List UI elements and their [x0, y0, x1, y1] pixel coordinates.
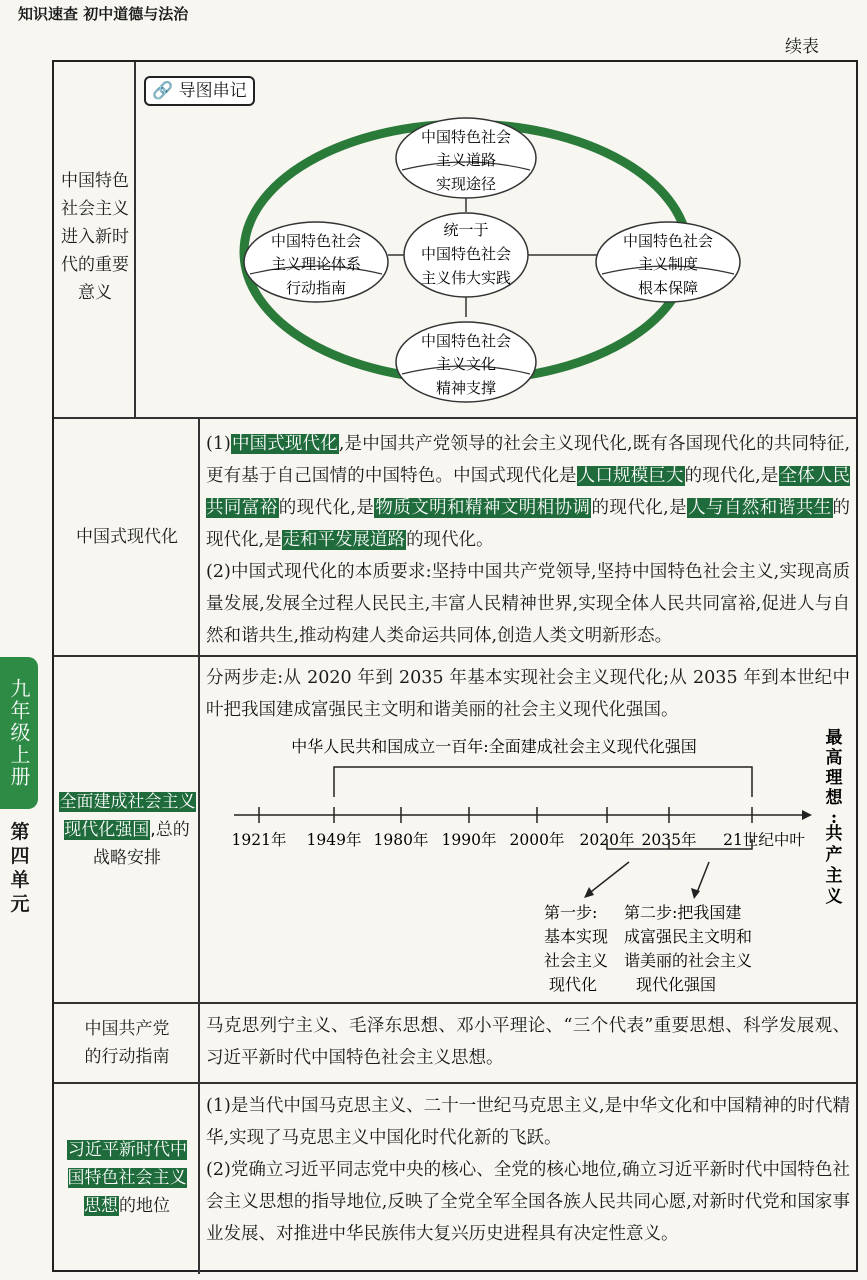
row4-content: 马克思列宁主义、毛泽东思想、邓小平理论、“三个代表”重要思想、科学发展观、习近平新时代中国特色社会主义思想。 — [206, 1016, 850, 1068]
step1-arrowhead — [584, 887, 594, 898]
book-title: 知识速查 初中道德与法治 — [18, 5, 189, 23]
top-title-1: 中国特色社会 — [420, 128, 512, 146]
svg-text:现代化: 现代化 — [549, 975, 598, 994]
ideal-char: 想 — [825, 788, 843, 808]
thought-para-1: (1)是当代中国马克思主义、二十一世纪马克思主义,是中华文化和中国精神的时代精华,实现了马克思主义中国化时代化新的飞跃。 — [206, 1096, 850, 1148]
right-role: 根本保障 — [637, 279, 699, 297]
centenary-bracket — [334, 767, 752, 797]
top-role: 实现途径 — [435, 175, 497, 193]
modernization-para-2: (2)中国式现代化的本质要求:坚持中国共产党领导,坚持中国特色社会主义,实现高质量发展,发展全过程人民民主,丰富人民精神世界,实现全体人民共同富裕,促进人与自然和谐共生,推动构建人类命运共同体,创造人类文明新形态。 — [206, 562, 850, 646]
unit-label: 第四单元 — [10, 821, 30, 915]
row5-content — [206, 1090, 850, 1250]
highlight-term: 全体人民共同富裕 — [206, 466, 851, 518]
svg-text:社会主义: 社会主义 — [544, 951, 609, 970]
center-line-2: 中国特色社会 — [420, 245, 512, 263]
center-line-1: 统一于 — [443, 221, 489, 239]
highlight-term: 全面建成社会主义现代化强国 — [59, 791, 196, 840]
row2-label-text: 中国式现代化 — [76, 527, 178, 547]
mindmap-badge-label: 导图串记 — [178, 81, 247, 101]
timeline-tick-label: 2035年 — [641, 831, 697, 849]
highlight-term: 人口规模巨大 — [577, 466, 684, 486]
ideal-char: 最 — [825, 728, 843, 748]
step2-text — [624, 903, 752, 994]
ideal-char: 高 — [825, 748, 843, 768]
svg-text:谐美丽的社会主义: 谐美丽的社会主义 — [624, 951, 753, 970]
row2-label — [58, 419, 196, 655]
row3-label-rest: ,总的战略安排 — [93, 819, 190, 868]
right-title-2: 主义制度 — [637, 255, 699, 273]
row4-label — [58, 1004, 196, 1082]
modernization-para-1: (1)中国式现代化,是中国共产党领导的社会主义现代化,既有各国现代化的共同特征,更有基于自己国情的中国特色。中国式现代化是人口规模巨大的现代化,是全体人民共同富裕的现代化,是物质文明和精神文明相协调的现代化,是人与自然和谐共生的现代化,是走和平发展道路的现代化。 — [206, 434, 851, 550]
row3-text: 分两步走:从 2020 年到 2035 年基本实现社会主义现代化;从 2035 年到本世纪中叶把我国建成富强民主文明和谐美丽的社会主义现代化强国。 — [206, 668, 850, 720]
left-title-2: 主义理论体系 — [270, 255, 362, 273]
timeline-arrow — [802, 810, 812, 820]
continued-label: 续表 — [785, 37, 819, 57]
highlight-term: 人与自然和谐共生 — [688, 498, 832, 518]
right-title-1: 中国特色社会 — [622, 232, 714, 250]
timeline-tick-label: 21世纪中叶 — [723, 831, 805, 849]
svg-text:成富强民主文明和: 成富强民主文明和 — [624, 927, 753, 946]
ideal-char: 义 — [825, 887, 843, 907]
mindmap-diagram — [136, 62, 856, 417]
row5-label-rest: 的地位 — [119, 1196, 170, 1216]
bottom-role: 精神支撑 — [435, 379, 497, 397]
timeline-tick-label: 1980年 — [373, 831, 429, 849]
svg-text:基本实现: 基本实现 — [544, 927, 609, 946]
timeline-tick-label: 1949年 — [306, 831, 362, 849]
highlight-term: 物质文明和精神文明相协调 — [375, 498, 591, 518]
step2-arrow — [696, 862, 709, 895]
ideal-char: 产 — [825, 845, 843, 865]
bracket-label: 中华人民共和国成立一百年:全面建成社会主义现代化强国 — [291, 737, 697, 756]
row1-label-text: 中国特色社会主义进入新时代的重要意义 — [61, 171, 129, 303]
right-node — [596, 222, 740, 302]
timeline-tick-label: 2000年 — [509, 831, 565, 849]
timeline-tick-label: 2020年 — [579, 831, 635, 849]
row2-content — [206, 428, 850, 652]
timeline-tick-label: 1990年 — [441, 831, 497, 849]
ideal-char: 主 — [825, 866, 843, 886]
highlight-term: 走和平发展道路 — [282, 530, 406, 550]
step1-text — [544, 903, 608, 994]
bottom-title-2: 主义文化 — [435, 355, 497, 373]
svg-text:第二步:把我国建: 第二步:把我国建 — [624, 903, 742, 922]
top-node — [396, 118, 536, 198]
left-node — [244, 222, 388, 302]
highlight-term: 习近平新时代中国特色社会主义思想 — [67, 1140, 187, 1216]
row4-label-text: 中国共产党的行动指南 — [84, 1019, 170, 1067]
center-node — [404, 213, 528, 297]
row5-label — [58, 1084, 196, 1272]
center-line-3: 主义伟大实践 — [420, 269, 512, 287]
bottom-node — [396, 322, 536, 402]
left-title-1: 中国特色社会 — [270, 232, 362, 250]
grade-tab[interactable]: 九年级上册 — [0, 657, 38, 809]
step1-arrow — [587, 862, 629, 895]
left-role: 行动指南 — [285, 279, 347, 297]
svg-text:现代化强国: 现代化强国 — [636, 975, 717, 994]
ideal-char: 理 — [825, 768, 843, 788]
ideal-char: 共 — [825, 824, 843, 844]
thought-para-2: (2)党确立习近平同志党中央的核心、全党的核心地位,确立习近平新时代中国特色社会主义思想的指导地位,反映了全党全军全国各族人民共同心愿,对新时代党和国家事业发展、对推进中华民族伟大复兴历史进程具有决定性意义。 — [206, 1160, 850, 1244]
highlight-term: 中国式现代化 — [231, 434, 338, 454]
timeline-tick-label: 1921年 — [231, 831, 287, 849]
col-divider — [198, 417, 200, 1274]
ideal-char: : — [830, 808, 838, 828]
svg-text:第一步:: 第一步: — [544, 903, 598, 922]
bottom-title-1: 中国特色社会 — [420, 332, 512, 350]
strategy-timeline — [204, 727, 856, 999]
top-title-2: 主义道路 — [435, 151, 497, 169]
link-icon: 🔗 — [152, 81, 174, 101]
row1-label — [60, 152, 130, 322]
row3-label — [58, 657, 196, 1002]
knowledge-table — [52, 60, 858, 1272]
